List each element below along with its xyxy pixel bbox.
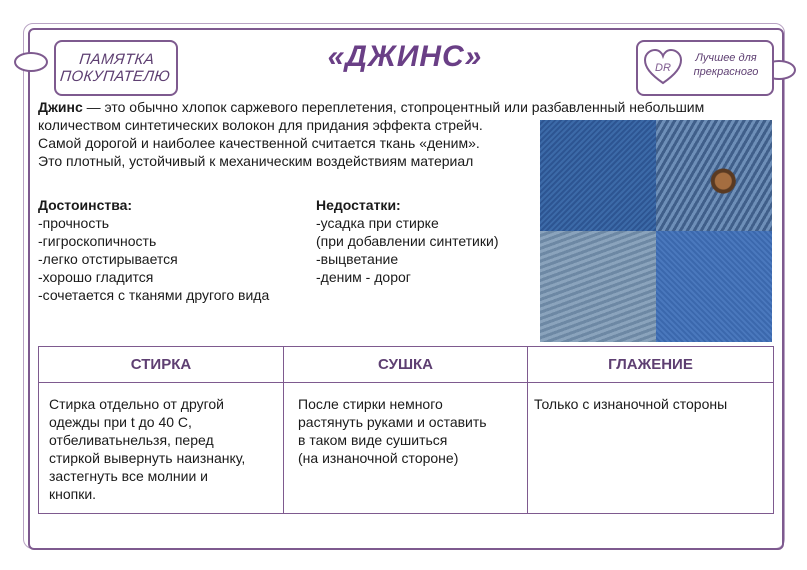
- heart-logo-icon: [642, 46, 684, 88]
- denim-photo-button: [656, 120, 772, 231]
- care-table-row: [39, 383, 773, 513]
- header-ironing: ГЛАЖЕНИЕ: [608, 356, 693, 373]
- list-item: -гигроскопичность: [38, 233, 157, 249]
- drying-instructions: После стирки немного растянуть руками и оставить в таком виде сушиться (на изнаночной стороне): [284, 383, 528, 513]
- advantages-heading: Достоинства:: [38, 197, 133, 213]
- denim-photo-collage: [540, 120, 772, 342]
- list-item: -усадка при стирке: [316, 215, 439, 231]
- page-title: «ДЖИНС»: [327, 40, 483, 73]
- list-item: -деним - дорог: [316, 269, 411, 285]
- denim-photo-dark: [540, 120, 656, 231]
- disadvantages-list: [316, 196, 538, 286]
- list-item: (при добавлении синтетики): [316, 233, 499, 249]
- care-table: [38, 346, 774, 514]
- header-drying: СУШКА: [284, 347, 528, 382]
- intro-term: Джинс: [38, 99, 83, 115]
- denim-photo-blue: [656, 231, 772, 342]
- badge-text: ПАМЯТКА ПОКУПАТЕЛЮ: [59, 51, 172, 85]
- intro-line-1: Джинс — это обычно хлопок саржевого переплетения, стопроцентный или разбавленный небольшим: [38, 99, 705, 115]
- advantages-list: [38, 196, 328, 304]
- denim-photo-pocket: [540, 231, 656, 342]
- intro-line-2: количеством синтетических волокон для придания эффекта стрейч.: [38, 117, 483, 133]
- list-item: -сочетается с тканями другого вида: [38, 287, 270, 303]
- intro-line-4: Это плотный, устойчивый к механическим воздействиям материал: [38, 153, 474, 169]
- intro-line-3: Самой дорогой и наиболее качественной считается ткань «деним».: [38, 135, 480, 151]
- buyer-memo-badge: [54, 40, 178, 96]
- brand-slogan: Лучшее для прекрасного: [693, 52, 759, 78]
- corner-curl-left: [14, 52, 48, 72]
- list-item: -легко отстирывается: [38, 251, 178, 267]
- list-item: -хорошо гладится: [38, 269, 154, 285]
- header-washing: СТИРКА: [39, 347, 284, 382]
- disadvantages-heading: Недостатки:: [316, 197, 401, 213]
- list-item: -прочность: [38, 215, 110, 231]
- brand-badge: [636, 40, 774, 96]
- list-item: -выцветание: [316, 251, 399, 267]
- washing-instructions: Стирка отдельно от другой одежды при t до 40 С, отбеливатьнельзя, перед стиркой вывернуть наизнанку, застегнуть все молнии и кнопки.: [39, 383, 284, 513]
- care-table-header: [39, 347, 773, 383]
- ironing-instructions: Только с изнаночной стороны: [534, 396, 728, 412]
- logo-letters: DR: [655, 62, 671, 74]
